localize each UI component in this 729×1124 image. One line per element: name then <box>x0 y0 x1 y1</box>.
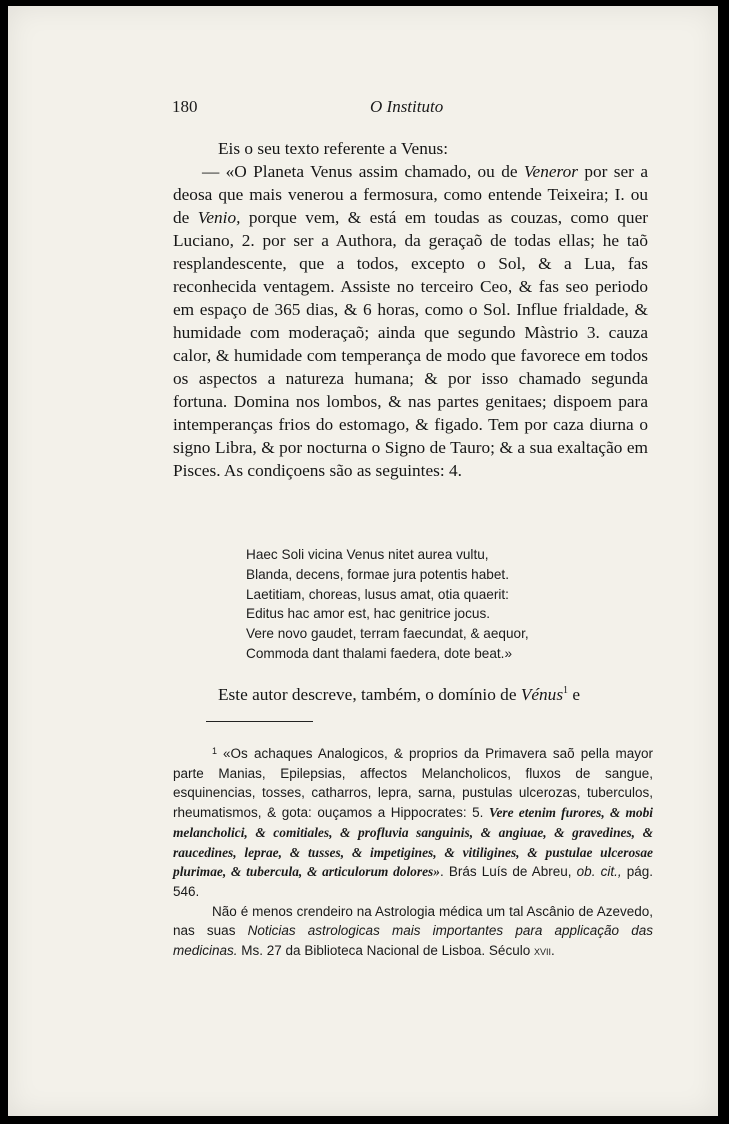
footnote-2-title: Noticias astrologicas mais importantes para applicação das medicinas. <box>173 923 653 959</box>
quote-term-veneror: Veneror <box>523 162 578 181</box>
poem-line: Vere novo gaudet, terram faecundat, & aequor, <box>246 626 529 642</box>
footnote-2-century: xvii <box>533 943 551 959</box>
continuation-line <box>218 679 650 706</box>
poem-line: Commoda dant thalami faedera, dote beat.» <box>246 645 513 661</box>
footnote-1-latin: Vere etenim furores, & mobi melancholici, & comitiales, & profluvia sanguinis, & angiuae, & gravedines, & raucedines, leprae, & tusses, & impetigines, & vitiligines, & pustulae ulcerosae plurimae, & tubercula, & articulorum dolores» <box>173 805 653 880</box>
poem-line: Editus hac amor est, hac genitrice jocus. <box>246 606 491 622</box>
intro-paragraph: Eis o seu texto referente a Venus: <box>218 139 449 158</box>
page-header <box>8 97 718 119</box>
footnote-2-text: Não é menos crendeiro na Astrologia médica um tal Ascânio de Azevedo, nas suas <box>173 903 653 939</box>
continuation-text: Este autor descreve, também, o domínio de <box>218 685 521 704</box>
footnote-1 <box>173 742 653 902</box>
footnote-divider <box>206 721 313 722</box>
poem-line: Haec Soli vicina Venus nitet aurea vultu, <box>246 547 489 562</box>
footnote-2-source: Ms. 27 da Biblioteca Nacional de Lisboa. Século <box>237 943 534 959</box>
footnote-2-end: . <box>550 943 555 959</box>
running-title: O Instituto <box>370 97 444 116</box>
quote-text-2: por ser a deosa que mais venerou a fermosura, como entende Teixeira; I. ou de <box>173 162 648 227</box>
book-page <box>8 6 718 1116</box>
poem-line: Blanda, decens, formae jura potentis habet. <box>246 566 509 582</box>
footnote-1-ob-cit: ob. cit., <box>576 864 622 880</box>
poem-line: Laetitiam, choreas, lusus amat, otia quaerit: <box>246 586 509 602</box>
quote-term-venio: Venio, <box>197 208 241 227</box>
footnote-1-page: pág. 546. <box>173 864 653 899</box>
footnote-1-citation: . Brás Luís de Abreu, <box>439 864 577 880</box>
footnotes <box>173 742 653 961</box>
quote-paragraph <box>173 160 648 482</box>
continuation-end: e <box>568 685 581 704</box>
footnote-marker: 1 <box>212 746 218 756</box>
footnote-2 <box>173 902 653 961</box>
footnote-1-text: «Os achaques Analogicos, & proprios da Primavera saõ pella mayor parte Manias, Epilepsias, affectos Melancholicos, fluxos de sangue, esquinencias, tosses, catharros, lepra, sarna, pustulas ulcerozas, tuberculos, rheumatismos, & gota: ouçamos a Hippocrates: 5. <box>173 746 653 821</box>
venus-term: Vénus <box>520 685 564 704</box>
quote-text-1: — «O Planeta Venus assim chamado, ou de <box>202 162 524 181</box>
quote-text-3: porque vem, & está em toudas as couzas, como quer Luciano, 2. por ser a Authora, da geraçaõ de todas ellas; he taõ resplandescente, que a todos, excepto o Sol, & a Lua, fas reconhecida ventagem. Assiste no terceiro Ceo, & fas seo periodo em espaço de 365 dias, & 6 horas, como o Sol. Influe frialdade, & humidade com moderaçaõ; ainda que segundo Màstrio 3. cauza calor, & humidade com temperança de modo que favorece em todos os aspectos a natureza humana; & por isso chamado segunda fortuna. Domina nos lombos, & nas partes genitaes; dispoem para intemperanças frios do estomago, & figado. Tem por caza diurna o signo Libra, & por nocturna o Signo de Tauro; & a sua exaltação em Pisces. As condiçoens são as seguintes: 4. <box>173 208 648 480</box>
latin-poem <box>246 545 606 664</box>
main-text <box>173 137 648 482</box>
footnote-reference: 1 <box>563 685 569 696</box>
page-number: 180 <box>172 97 198 116</box>
